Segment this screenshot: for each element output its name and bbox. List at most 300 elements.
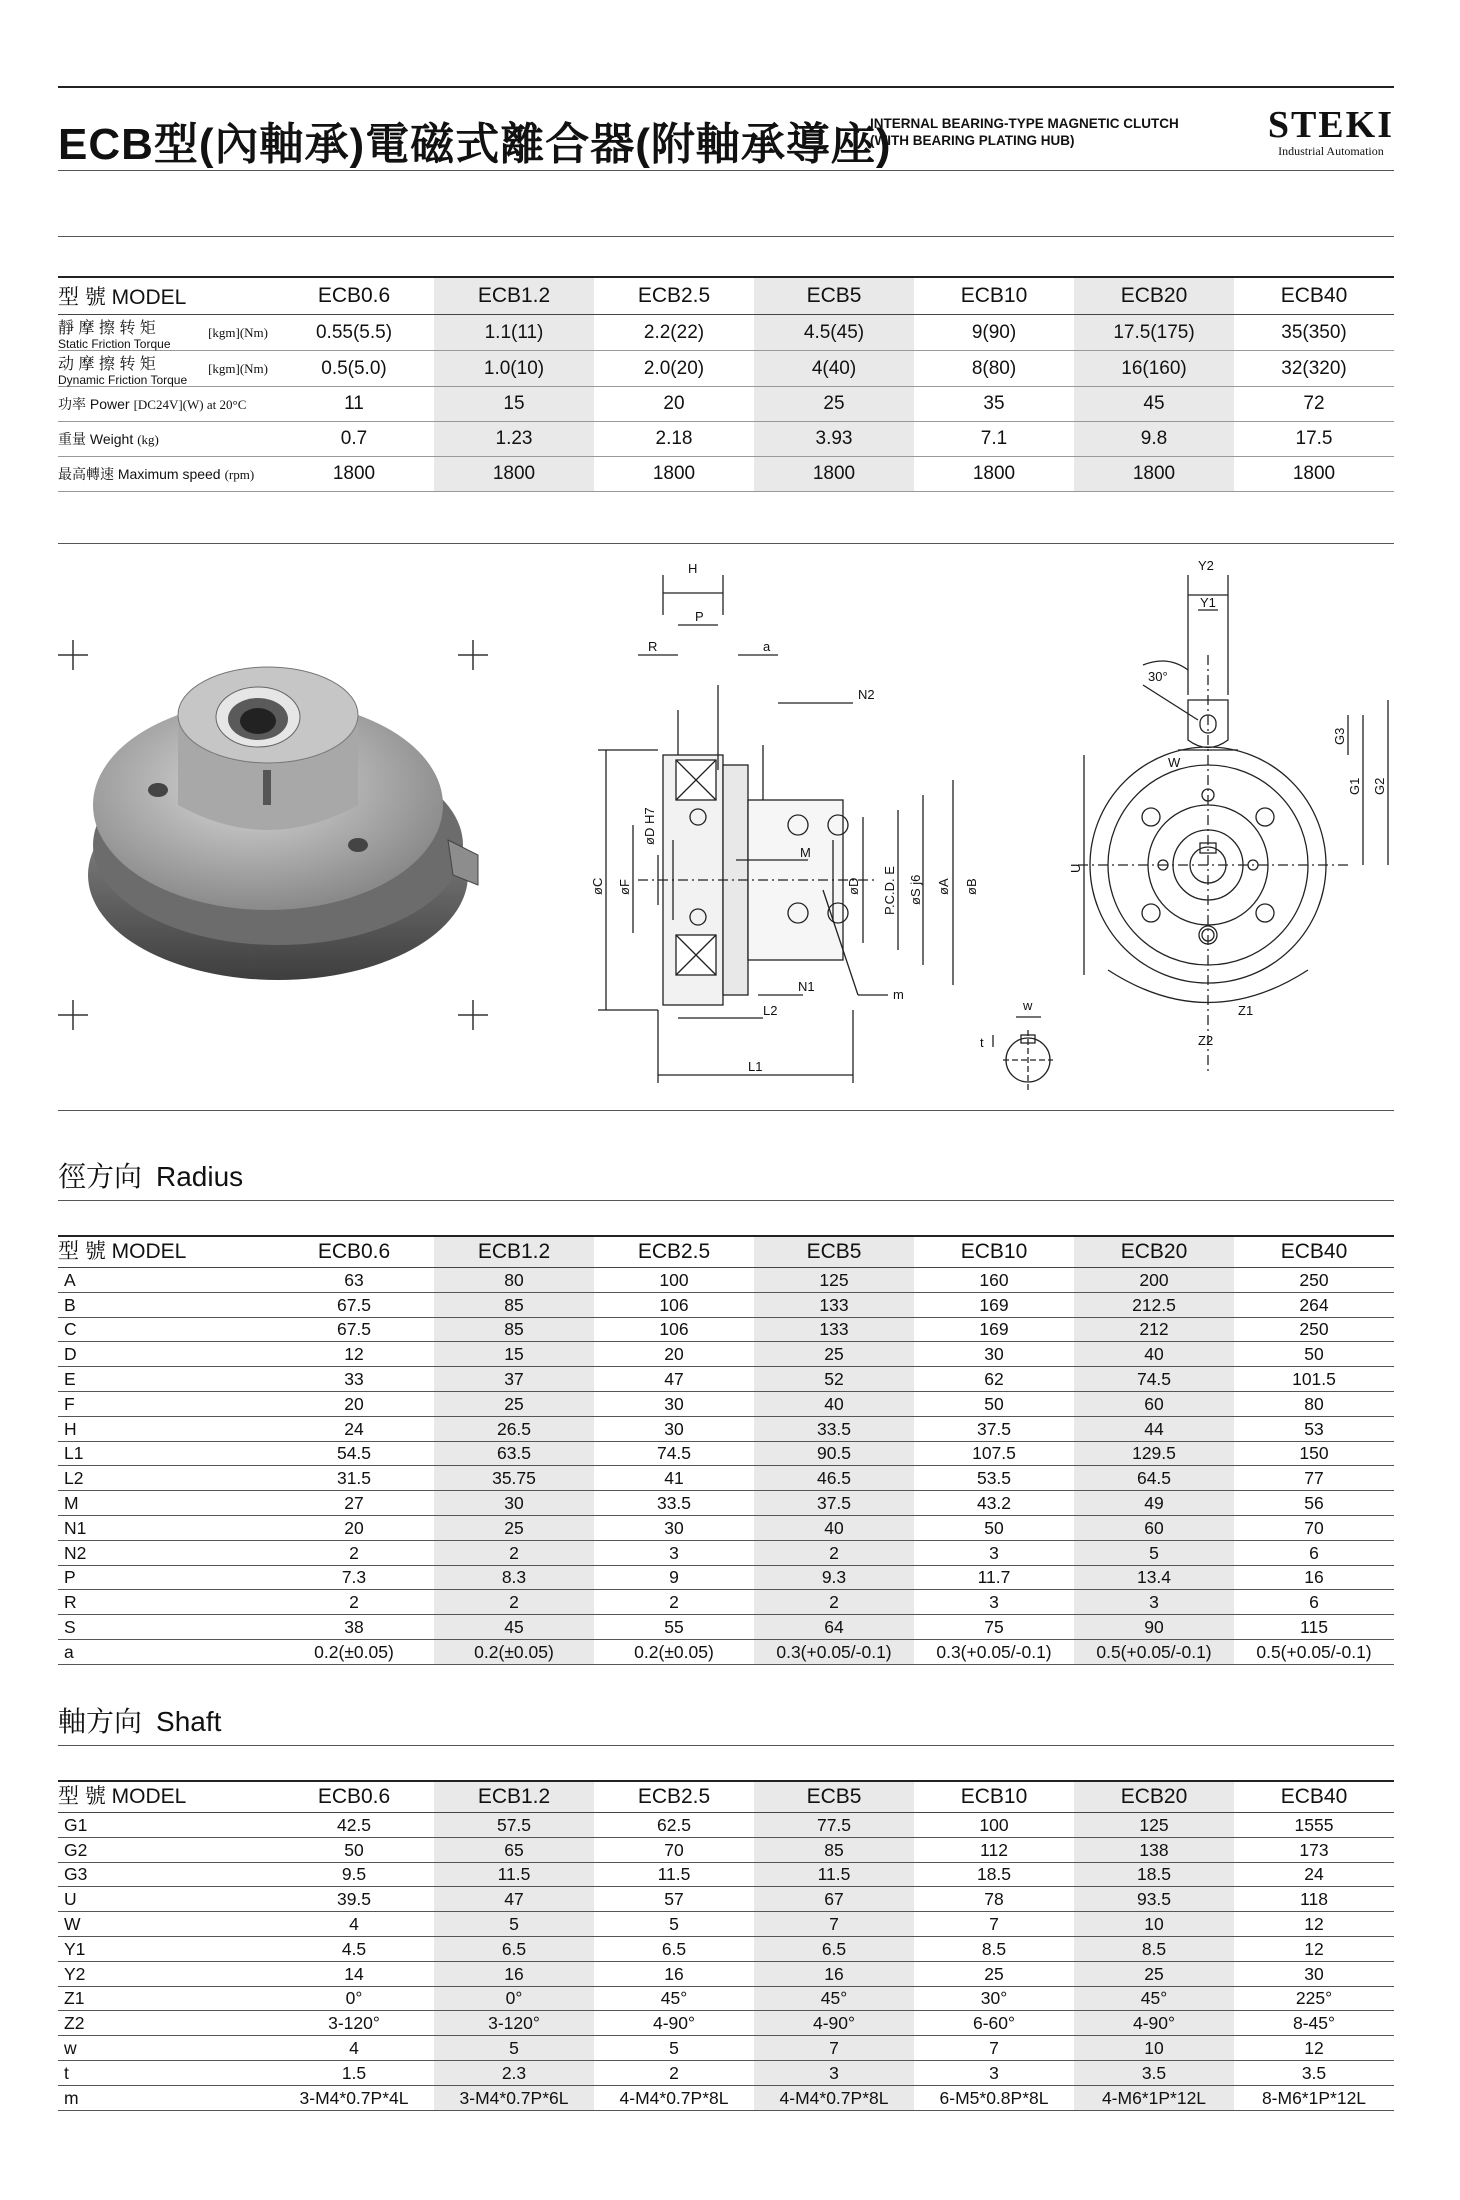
model-header-cell: ECB1.2 (434, 1781, 594, 1813)
spec-cell: 1.0(10) (434, 351, 594, 387)
shaft-cell: 3.5 (1234, 2060, 1394, 2085)
radius-cell: 60 (1074, 1391, 1234, 1416)
spec-cell: 1800 (1234, 457, 1394, 492)
spec-cell: 4(40) (754, 351, 914, 387)
shaft-cell: 45° (1074, 1986, 1234, 2011)
shaft-row (58, 1986, 1394, 2011)
shaft-row (58, 1862, 1394, 1887)
radius-cell: 64 (754, 1615, 914, 1640)
radius-cell: 133 (754, 1317, 914, 1342)
radius-cell: 63.5 (434, 1441, 594, 1466)
radius-rule (58, 1200, 1394, 1201)
radius-cell: 37.5 (914, 1416, 1074, 1441)
spec-label-unit: (rpm) (224, 467, 255, 482)
spec-row-label (58, 351, 274, 387)
radius-cell: 0.2(±0.05) (274, 1639, 434, 1664)
radius-cell: 106 (594, 1292, 754, 1317)
shaft-cell: 47 (434, 1887, 594, 1912)
svg-text:P.C.D. E: P.C.D. E (882, 866, 897, 915)
svg-text:L1: L1 (748, 1059, 763, 1074)
shaft-row (58, 1887, 1394, 1912)
spec-label-en: Static Friction Torque (58, 337, 171, 351)
spec-cell: 1800 (754, 457, 914, 492)
spec-row-label (58, 457, 274, 492)
radius-cell: 20 (594, 1342, 754, 1367)
spec-header-row (58, 277, 1394, 315)
radius-row-label: F (58, 1391, 274, 1416)
shaft-cell: 16 (754, 1961, 914, 1986)
shaft-cell: 57 (594, 1887, 754, 1912)
shaft-row-label: G3 (58, 1862, 274, 1887)
shaft-cell: 30° (914, 1986, 1074, 2011)
svg-text:Y1: Y1 (1200, 595, 1216, 610)
shaft-cell: 4.5 (274, 1936, 434, 1961)
shaft-cell: 173 (1234, 1837, 1394, 1862)
radius-row-label: L2 (58, 1466, 274, 1491)
radius-cell: 45 (434, 1615, 594, 1640)
spec-cell: 0.7 (274, 422, 434, 457)
radius-cell: 0.3(+0.05/-0.1) (914, 1639, 1074, 1664)
radius-row (58, 1391, 1394, 1416)
radius-cell: 264 (1234, 1292, 1394, 1317)
model-header-cell: ECB10 (914, 277, 1074, 315)
shaft-cell: 39.5 (274, 1887, 434, 1912)
shaft-row (58, 1813, 1394, 1838)
shaft-cell: 8-M6*1P*12L (1234, 2085, 1394, 2110)
shaft-header-row (58, 1781, 1394, 1813)
spec-cell: 45 (1074, 387, 1234, 422)
shaft-cell: 8.5 (1074, 1936, 1234, 1961)
radius-cell: 212.5 (1074, 1292, 1234, 1317)
model-header-cell: ECB40 (1234, 277, 1394, 315)
shaft-cell: 3-M4*0.7P*6L (434, 2085, 594, 2110)
model-header-cell: ECB40 (1234, 1236, 1394, 1268)
radius-row (58, 1342, 1394, 1367)
radius-cell: 56 (1234, 1491, 1394, 1516)
shaft-cell: 12 (1234, 1936, 1394, 1961)
radius-cell: 7.3 (274, 1565, 434, 1590)
shaft-cell: 62.5 (594, 1813, 754, 1838)
shaft-row-label: Z2 (58, 2011, 274, 2036)
radius-row (58, 1416, 1394, 1441)
radius-cell: 30 (594, 1416, 754, 1441)
spec-cell: 17.5 (1234, 422, 1394, 457)
spec-cell: 2.2(22) (594, 315, 754, 351)
shaft-cell: 8-45° (1234, 2011, 1394, 2036)
radius-cell: 2 (274, 1540, 434, 1565)
model-header-cell: ECB40 (1234, 1781, 1394, 1813)
shaft-cell: 225° (1234, 1986, 1394, 2011)
radius-cell: 9 (594, 1565, 754, 1590)
shaft-cell: 6.5 (434, 1936, 594, 1961)
logo-wordmark: STEKI (1267, 104, 1394, 146)
shaft-row-label: U (58, 1887, 274, 1912)
front-view-drawing (1078, 575, 1388, 1075)
svg-text:L2: L2 (763, 1003, 778, 1018)
model-header-cell: ECB20 (1074, 277, 1234, 315)
model-header-cell: ECB1.2 (434, 1236, 594, 1268)
radius-cell: 6 (1234, 1540, 1394, 1565)
spec-cell: 20 (594, 387, 754, 422)
svg-text:G1: G1 (1347, 777, 1362, 795)
svg-text:M: M (800, 845, 811, 860)
radius-cell: 160 (914, 1268, 1074, 1293)
radius-cell: 0.5(+0.05/-0.1) (1234, 1639, 1394, 1664)
radius-cell: 41 (594, 1466, 754, 1491)
radius-cell: 75 (914, 1615, 1074, 1640)
page-subtitle: INTERNAL BEARING-TYPE MAGNETIC CLUTCH (WITH BEARING PLATING HUB) (870, 116, 1179, 148)
radius-cell: 74.5 (1074, 1367, 1234, 1392)
spec-cell: 16(160) (1074, 351, 1234, 387)
shaft-cell: 11.5 (434, 1862, 594, 1887)
shaft-cell: 118 (1234, 1887, 1394, 1912)
shaft-cell: 25 (914, 1961, 1074, 1986)
shaft-cell: 16 (594, 1961, 754, 1986)
shaft-cell: 24 (1234, 1862, 1394, 1887)
radius-row-label: N2 (58, 1540, 274, 1565)
shaft-cell: 5 (434, 2036, 594, 2061)
shaft-cell: 42.5 (274, 1813, 434, 1838)
spec-label-cn: 重量 Weight (58, 431, 134, 447)
shaft-cell: 18.5 (1074, 1862, 1234, 1887)
radius-cell: 26.5 (434, 1416, 594, 1441)
model-header-label: 型 號 MODEL (58, 1236, 274, 1268)
shaft-cell: 6-60° (914, 2011, 1074, 2036)
radius-cell: 169 (914, 1292, 1074, 1317)
spec-cell: 35 (914, 387, 1074, 422)
radius-cell: 80 (434, 1268, 594, 1293)
radius-cell: 60 (1074, 1515, 1234, 1540)
model-header-cell: ECB20 (1074, 1236, 1234, 1268)
svg-text:G2: G2 (1372, 777, 1387, 795)
radius-cell: 3 (914, 1590, 1074, 1615)
radius-row-label: D (58, 1342, 274, 1367)
shaft-title-en: Shaft (156, 1706, 222, 1737)
shaft-title-cn: 軸方向 (58, 1706, 143, 1737)
radius-header-row (58, 1236, 1394, 1268)
svg-text:P: P (695, 609, 704, 624)
radius-cell: 0.5(+0.05/-0.1) (1074, 1639, 1234, 1664)
radius-cell: 70 (1234, 1515, 1394, 1540)
radius-cell: 37 (434, 1367, 594, 1392)
radius-cell: 55 (594, 1615, 754, 1640)
shaft-cell: 0° (274, 1986, 434, 2011)
keyway-detail (993, 1017, 1053, 1090)
svg-text:øF: øF (617, 879, 632, 895)
spec-label-cn: 功率 Power (58, 396, 130, 412)
radius-cell: 25 (754, 1342, 914, 1367)
shaft-cell: 30 (1234, 1961, 1394, 1986)
spec-row-label (58, 315, 274, 351)
model-header-cell: ECB0.6 (274, 1236, 434, 1268)
spec-label-unit: [kgm](Nm) (208, 324, 268, 340)
spec-cell: 0.55(5.5) (274, 315, 434, 351)
shaft-cell: 5 (434, 1912, 594, 1937)
radius-cell: 5 (1074, 1540, 1234, 1565)
diagram-bottom-rule (58, 1110, 1394, 1111)
shaft-cell: 3.5 (1074, 2060, 1234, 2085)
svg-text:w: w (1023, 998, 1033, 1013)
shaft-cell: 10 (1074, 2036, 1234, 2061)
radius-cell: 52 (754, 1367, 914, 1392)
svg-text:N2: N2 (858, 687, 875, 702)
shaft-cell: 3-M4*0.7P*4L (274, 2085, 434, 2110)
spec-cell: 2.18 (594, 422, 754, 457)
radius-row-label: S (58, 1615, 274, 1640)
radius-cell: 115 (1234, 1615, 1394, 1640)
shaft-cell: 4-M4*0.7P*8L (594, 2085, 754, 2110)
keyway-labels (980, 998, 1033, 1050)
radius-cell: 250 (1234, 1317, 1394, 1342)
radius-row (58, 1565, 1394, 1590)
svg-text:H: H (688, 561, 698, 576)
radius-cell: 67.5 (274, 1317, 434, 1342)
model-header-cell: ECB0.6 (274, 1781, 434, 1813)
radius-cell: 12 (274, 1342, 434, 1367)
radius-row-label: N1 (58, 1515, 274, 1540)
radius-cell: 30 (594, 1391, 754, 1416)
radius-row (58, 1317, 1394, 1342)
shaft-cell: 9.5 (274, 1862, 434, 1887)
shaft-cell: 138 (1074, 1837, 1234, 1862)
radius-row (58, 1639, 1394, 1664)
shaft-row (58, 1936, 1394, 1961)
spec-label-unit: (kg) (137, 432, 159, 447)
radius-cell: 2 (754, 1540, 914, 1565)
shaft-cell: 45° (754, 1986, 914, 2011)
shaft-cell: 7 (754, 2036, 914, 2061)
shaft-cell: 65 (434, 1837, 594, 1862)
radius-cell: 46.5 (754, 1466, 914, 1491)
shaft-cell: 57.5 (434, 1813, 594, 1838)
radius-cell: 27 (274, 1491, 434, 1516)
radius-cell: 16 (1234, 1565, 1394, 1590)
svg-text:øS j6: øS j6 (908, 874, 923, 905)
radius-cell: 74.5 (594, 1441, 754, 1466)
svg-text:N1: N1 (798, 979, 815, 994)
radius-cell: 20 (274, 1515, 434, 1540)
radius-cell: 40 (1074, 1342, 1234, 1367)
shaft-cell: 7 (754, 1912, 914, 1937)
radius-row (58, 1615, 1394, 1640)
spec-row (58, 387, 1394, 422)
shaft-cell: 1.5 (274, 2060, 434, 2085)
shaft-cell: 67 (754, 1887, 914, 1912)
radius-row (58, 1367, 1394, 1392)
svg-text:W: W (1168, 755, 1181, 770)
spec-cell: 7.1 (914, 422, 1074, 457)
radius-cell: 53 (1234, 1416, 1394, 1441)
spec-cell: 0.5(5.0) (274, 351, 434, 387)
spec-label-cn: 动 摩 擦 转 矩 (58, 356, 156, 373)
radius-title-en: Radius (156, 1161, 244, 1192)
shaft-row (58, 1912, 1394, 1937)
svg-text:R: R (648, 639, 658, 654)
page-title: ECB型(內軸承)電磁式離合器(附軸承導座) (58, 120, 892, 169)
shaft-row-label: Y2 (58, 1961, 274, 1986)
model-header-label: 型 號 MODEL (58, 1781, 274, 1813)
shaft-row-label: Y1 (58, 1936, 274, 1961)
radius-cell: 2 (274, 1590, 434, 1615)
radius-cell: 50 (914, 1515, 1074, 1540)
radius-cell: 100 (594, 1268, 754, 1293)
shaft-cell: 45° (594, 1986, 754, 2011)
top-rule (58, 86, 1394, 88)
radius-cell: 43.2 (914, 1491, 1074, 1516)
radius-cell: 133 (754, 1292, 914, 1317)
radius-cell: 200 (1074, 1268, 1234, 1293)
radius-cell: 250 (1234, 1268, 1394, 1293)
radius-cell: 77 (1234, 1466, 1394, 1491)
radius-row (58, 1515, 1394, 1540)
shaft-cell: 4-90° (594, 2011, 754, 2036)
radius-row-label: P (58, 1565, 274, 1590)
spec-row (58, 315, 1394, 351)
spec-row-label (58, 422, 274, 457)
spec-label-cn: 最高轉速 Maximum speed (58, 466, 221, 482)
radius-cell: 33 (274, 1367, 434, 1392)
radius-cell: 85 (434, 1317, 594, 1342)
spec-cell: 9(90) (914, 315, 1074, 351)
radius-cell: 38 (274, 1615, 434, 1640)
model-header-cell: ECB1.2 (434, 277, 594, 315)
radius-cell: 30 (594, 1515, 754, 1540)
svg-text:øC: øC (590, 877, 605, 895)
svg-text:øD H7: øD H7 (642, 807, 657, 845)
radius-cell: 3 (1074, 1590, 1234, 1615)
spec-label-en: Dynamic Friction Torque (58, 373, 188, 387)
shaft-row (58, 1837, 1394, 1862)
model-header-cell: ECB2.5 (594, 1236, 754, 1268)
svg-text:Z2: Z2 (1198, 1033, 1214, 1048)
clutch-photo (58, 640, 488, 1030)
spec-cell: 17.5(175) (1074, 315, 1234, 351)
spec-cell: 35(350) (1234, 315, 1394, 351)
radius-cell: 50 (1234, 1342, 1394, 1367)
radius-cell: 30 (914, 1342, 1074, 1367)
radius-cell: 44 (1074, 1416, 1234, 1441)
radius-cell: 24 (274, 1416, 434, 1441)
radius-cell: 8.3 (434, 1565, 594, 1590)
svg-text:Y2: Y2 (1198, 558, 1214, 573)
radius-cell: 150 (1234, 1441, 1394, 1466)
shaft-row-label: G2 (58, 1837, 274, 1862)
spec-row (58, 422, 1394, 457)
shaft-cell: 8.5 (914, 1936, 1074, 1961)
shaft-cell: 93.5 (1074, 1887, 1234, 1912)
radius-cell: 25 (434, 1391, 594, 1416)
shaft-section-title (58, 1700, 221, 1740)
radius-cell: 67.5 (274, 1292, 434, 1317)
shaft-table (58, 1780, 1394, 2111)
model-header-cell: ECB10 (914, 1236, 1074, 1268)
radius-cell: 40 (754, 1391, 914, 1416)
shaft-cell: 85 (754, 1837, 914, 1862)
shaft-row (58, 2085, 1394, 2110)
radius-row-label: A (58, 1268, 274, 1293)
svg-text:30°: 30° (1148, 669, 1168, 684)
shaft-cell: 12 (1234, 1912, 1394, 1937)
spec-cell: 1800 (594, 457, 754, 492)
radius-row-label: H (58, 1416, 274, 1441)
radius-row (58, 1268, 1394, 1293)
radius-row (58, 1590, 1394, 1615)
spec-cell: 72 (1234, 387, 1394, 422)
radius-cell: 50 (914, 1391, 1074, 1416)
radius-cell: 54.5 (274, 1441, 434, 1466)
shaft-cell: 6.5 (594, 1936, 754, 1961)
shaft-cell: 3 (914, 2060, 1074, 2085)
model-header-label: 型 號 MODEL (58, 277, 274, 315)
shaft-row-label: t (58, 2060, 274, 2085)
shaft-row-label: Z1 (58, 1986, 274, 2011)
radius-cell: 49 (1074, 1491, 1234, 1516)
shaft-cell: 78 (914, 1887, 1074, 1912)
shaft-row-label: m (58, 2085, 274, 2110)
shaft-cell: 2 (594, 2060, 754, 2085)
radius-table (58, 1235, 1394, 1665)
shaft-row (58, 1961, 1394, 1986)
shaft-cell: 3-120° (434, 2011, 594, 2036)
radius-cell: 0.3(+0.05/-0.1) (754, 1639, 914, 1664)
svg-text:a: a (763, 639, 771, 654)
shaft-cell: 4 (274, 1912, 434, 1937)
spec-cell: 1800 (434, 457, 594, 492)
radius-row-label: E (58, 1367, 274, 1392)
shaft-cell: 125 (1074, 1813, 1234, 1838)
radius-row (58, 1491, 1394, 1516)
svg-text:m: m (893, 987, 904, 1002)
header-rule (58, 170, 1394, 171)
shaft-row (58, 2036, 1394, 2061)
radius-cell: 30 (434, 1491, 594, 1516)
shaft-row (58, 2060, 1394, 2085)
radius-cell: 15 (434, 1342, 594, 1367)
shaft-cell: 5 (594, 2036, 754, 2061)
svg-text:t: t (980, 1035, 984, 1050)
radius-section-title (58, 1155, 243, 1195)
shaft-cell: 1555 (1234, 1813, 1394, 1838)
spec-table (58, 276, 1394, 492)
radius-row-label: L1 (58, 1441, 274, 1466)
shaft-cell: 12 (1234, 2036, 1394, 2061)
radius-cell: 90.5 (754, 1441, 914, 1466)
radius-cell: 64.5 (1074, 1466, 1234, 1491)
radius-row-label: R (58, 1590, 274, 1615)
spec-cell: 8(80) (914, 351, 1074, 387)
spec-row (58, 351, 1394, 387)
radius-cell: 101.5 (1234, 1367, 1394, 1392)
svg-text:G3: G3 (1332, 727, 1347, 745)
spec-label-unit: [kgm](Nm) (208, 360, 268, 376)
radius-row-label: B (58, 1292, 274, 1317)
radius-cell: 62 (914, 1367, 1074, 1392)
spec-cell: 9.8 (1074, 422, 1234, 457)
svg-text:øD: øD (846, 877, 861, 895)
clutch-drawings (58, 555, 1398, 1095)
radius-cell: 90 (1074, 1615, 1234, 1640)
model-header-cell: ECB5 (754, 277, 914, 315)
radius-cell: 13.4 (1074, 1565, 1234, 1590)
spec-row-label (58, 387, 274, 422)
shaft-cell: 11.5 (754, 1862, 914, 1887)
shaft-cell: 4-M4*0.7P*8L (754, 2085, 914, 2110)
spec-label-unit: [DC24V](W) at 20°C (133, 397, 247, 412)
shaft-cell: 7 (914, 2036, 1074, 2061)
model-header-cell: ECB5 (754, 1236, 914, 1268)
radius-cell: 53.5 (914, 1466, 1074, 1491)
diagram-top-rule (58, 543, 1394, 544)
